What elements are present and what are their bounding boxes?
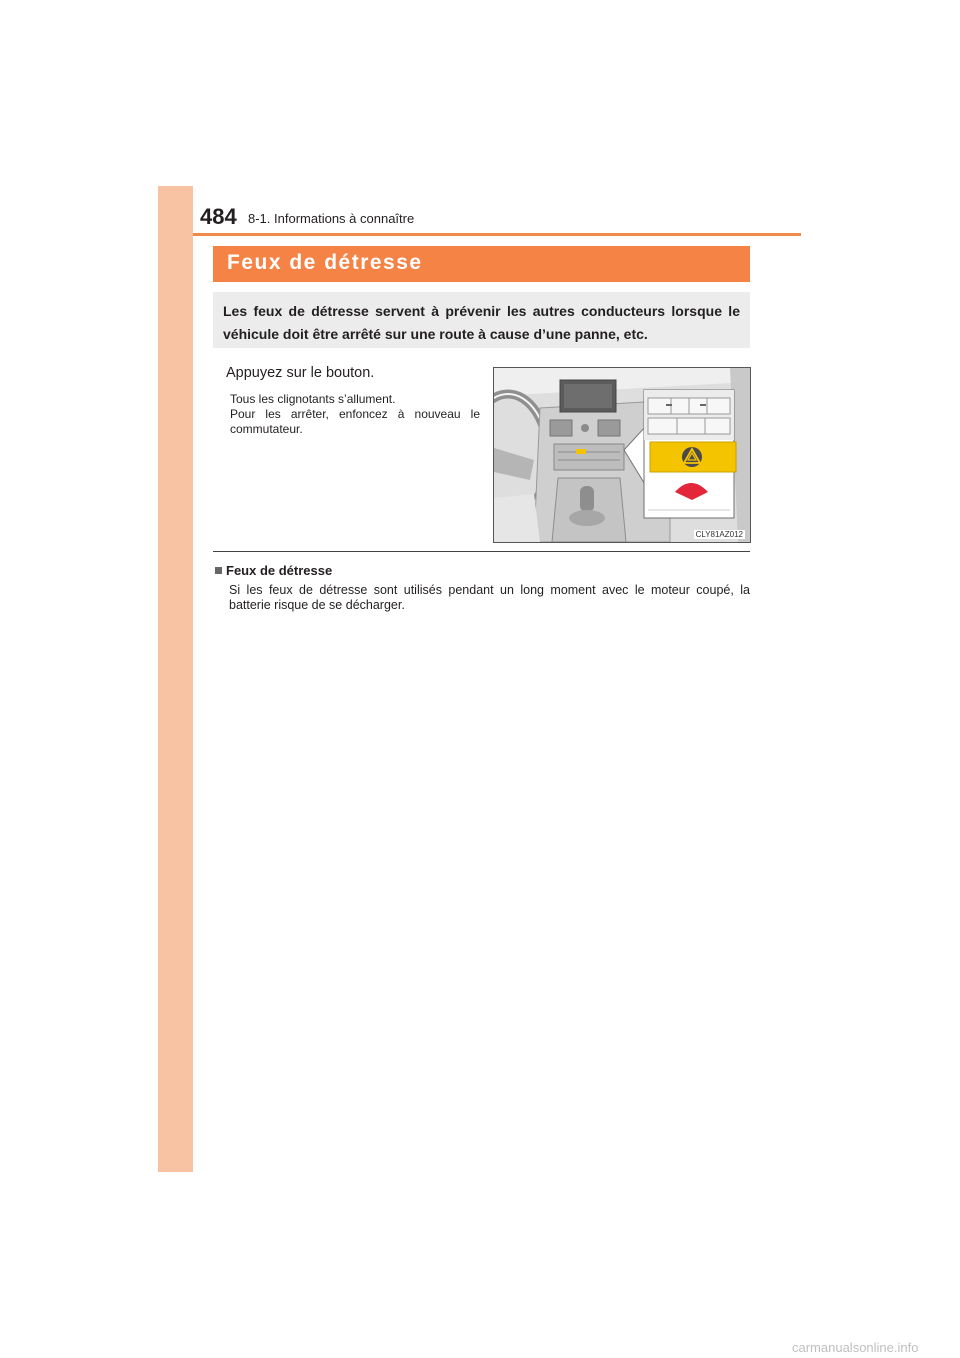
note-body: Si les feux de détresse sont utilisés pendant un long moment avec le moteur coupé, la batterie risque de se décharger. bbox=[229, 583, 750, 612]
section-label: 8-1. Informations à connaître bbox=[248, 211, 415, 226]
note-rule bbox=[213, 551, 750, 552]
footer-watermark: carmanualsonline.info bbox=[792, 1340, 919, 1355]
chapter-side-band bbox=[158, 186, 193, 1172]
step-detail-line2: Pour les arrêter, enfoncez à nouveau le commutateur. bbox=[230, 407, 480, 436]
small-hazard-button bbox=[576, 449, 586, 454]
step-detail-line1: Tous les clignotants s’allument. bbox=[230, 392, 396, 406]
intro-text: Les feux de détresse servent à prévenir les autres conducteurs lorsque le véhicule doit être arrêté sur une route à cause d’une panne, etc. bbox=[223, 303, 740, 342]
square-bullet-icon bbox=[215, 567, 222, 574]
note-heading-text: Feux de détresse bbox=[226, 563, 333, 578]
page-number: 484 bbox=[200, 204, 237, 229]
dashboard-drawing bbox=[494, 368, 750, 542]
page-title: Feux de détresse bbox=[227, 251, 423, 274]
figure-code: CLY81AZ012 bbox=[695, 530, 743, 539]
title-band bbox=[213, 246, 750, 282]
intro-box bbox=[213, 292, 750, 348]
header-rule bbox=[193, 233, 801, 236]
step-instruction: Appuyez sur le bouton. bbox=[226, 365, 375, 381]
dashboard-illustration bbox=[493, 367, 751, 543]
step-detail bbox=[230, 392, 480, 437]
note-heading bbox=[215, 563, 332, 578]
hazard-warning-icon bbox=[682, 447, 702, 467]
